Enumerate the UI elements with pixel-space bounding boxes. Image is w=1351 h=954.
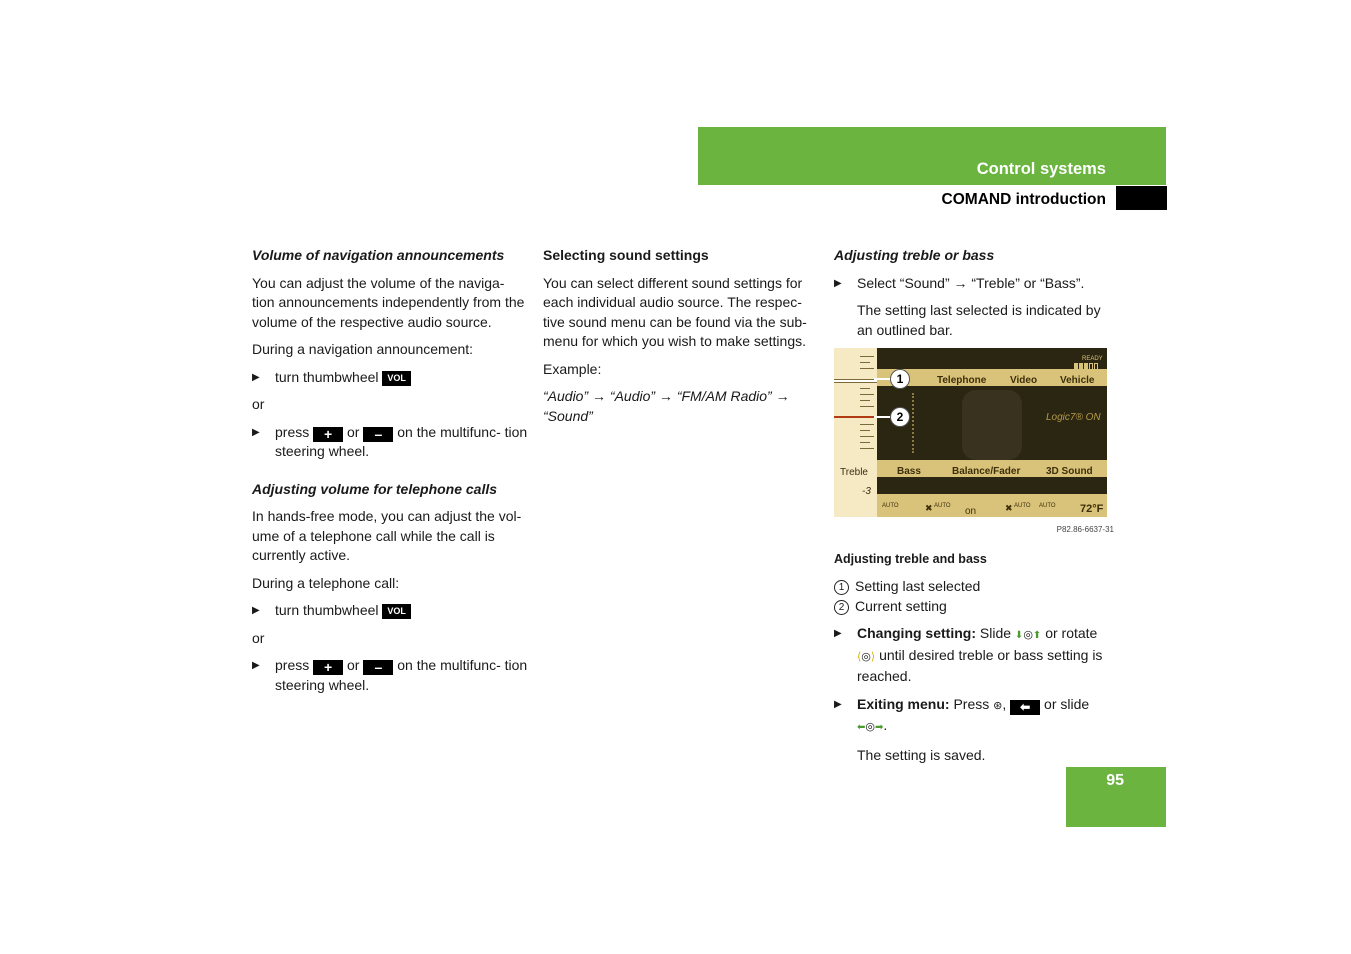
plus-button-icon: + (313, 660, 343, 675)
legend-item: 1 Setting last selected (834, 577, 1114, 597)
step-item: ▶ Changing setting: Slide ⬇◎⬆ or rotate ⟨◎⟩ until desired treble or bass setting is reached. (834, 625, 1103, 684)
fan-icon: ✖ (925, 503, 933, 513)
climate-status-bar (877, 494, 1107, 517)
tab-balance-fader: Balance/Fader (952, 466, 1021, 477)
bottom-menu-bar (877, 460, 1107, 477)
treble-scale (834, 348, 877, 517)
treble-value: -3 (862, 486, 871, 497)
step-item: ▶ press + or – on the multifunc- tion steering wheel. (252, 423, 528, 459)
vol-thumbwheel-icon: VOL (382, 604, 411, 619)
bullet-triangle-icon: ▶ (834, 628, 842, 639)
current-bar (834, 416, 877, 418)
auto-right: AUTO (1039, 503, 1056, 509)
tab-3d-sound: 3D Sound (1046, 466, 1093, 477)
step-item: ▶ press + or – on the multifunc- tion steering wheel. (252, 657, 528, 693)
subsection-title: COMAND introduction (941, 191, 1106, 208)
status-on: on (965, 506, 977, 517)
step-item: ▶ turn thumbwheel VOL (252, 601, 530, 621)
signal-bars-icon (1074, 356, 1102, 363)
legend-number: 1 (834, 580, 849, 595)
paragraph: You can adjust the volume of the naviga- tion announcements independently from the volume of the respective audio source. (252, 274, 525, 330)
bullet-triangle-icon: ▶ (252, 605, 260, 616)
minus-button-icon: – (363, 660, 393, 675)
slide-left-right-controller-icon: ⬅◎➡ (857, 721, 884, 733)
menu-path: “Audio” → “Audio” → “FM/AM Radio” → “Sound” (543, 388, 790, 424)
bullet-triangle-icon: ▶ (834, 277, 842, 289)
paragraph: The setting last selected is indicated by an outlined bar. (857, 302, 1101, 338)
or-text: or (252, 396, 265, 412)
paragraph: Example: (543, 360, 602, 377)
legend-item: 2 Current setting (834, 597, 1114, 617)
heading-sound-settings: Selecting sound settings (543, 247, 709, 263)
heading-treble-bass: Adjusting treble or bass (834, 247, 995, 263)
or-text: or (252, 629, 265, 646)
temperature: 72°F (1080, 503, 1104, 515)
level-meter-left (912, 393, 922, 453)
tab-bass: Bass (897, 466, 921, 477)
paragraph: In hands-free mode, you can adjust the vol- ume of a telephone call while the call is currently active. (252, 508, 522, 563)
back-button-icon: ⬅ (1010, 700, 1040, 715)
fan-icon: ✖ (1005, 503, 1013, 513)
section-tab-marker (1116, 186, 1167, 210)
tab-vehicle: Vehicle (1060, 375, 1095, 386)
paragraph: During a telephone call: (252, 574, 400, 591)
slide-up-down-controller-icon: ⬇◎⬆ (1014, 629, 1042, 641)
tab-telephone: Telephone (937, 375, 987, 386)
auto-fan: AUTO (934, 503, 951, 509)
paragraph: You can select different sound settings for each individual audio source. The respec- tive sound menu can be found via the sub- menu for which you wish to make settings. (543, 274, 807, 349)
bullet-triangle-icon: ▶ (252, 660, 260, 671)
callout-1: 1 (890, 369, 910, 389)
step-item: ▶ Select “Sound” → “Treble” or “Bass”. (834, 274, 1114, 294)
bullet-triangle-icon: ▶ (252, 371, 260, 383)
car-interior-graphic (962, 390, 1022, 460)
page-number: 95 (1106, 772, 1124, 789)
tab-video: Video (1010, 375, 1038, 386)
heading-nav-volume: Volume of navigation announcements (252, 247, 505, 263)
treble-label: Treble (840, 467, 868, 478)
paragraph: During a navigation announcement: (252, 341, 474, 357)
step-item: ▶ Exiting menu: Press ⊛, ⬅ or slide ⬅◎➡. (834, 695, 1090, 733)
section-title: Control systems (976, 160, 1106, 178)
legend-number: 2 (834, 600, 849, 615)
rotate-controller-icon: ⟨◎⟩ (857, 650, 876, 663)
column-2 (543, 246, 821, 434)
column-3 (834, 246, 1114, 773)
comand-screen-image (834, 348, 1107, 517)
bullet-triangle-icon: ▶ (252, 426, 260, 438)
column-1 (252, 246, 530, 703)
image-code: P82.86-6637-31 (1056, 525, 1114, 534)
callout-2: 2 (890, 407, 910, 427)
figure-caption: Adjusting treble and bass (834, 551, 987, 566)
plus-button-icon: + (313, 427, 343, 442)
logic7-status: Logic7® ON (1046, 412, 1101, 423)
step-item: ▶ turn thumbwheel VOL (252, 368, 530, 388)
heading-telephone-volume: Adjusting volume for telephone calls (252, 480, 498, 497)
vol-thumbwheel-icon: VOL (382, 371, 411, 386)
auto-left: AUTO (882, 503, 899, 509)
top-menu-bar (877, 369, 1107, 386)
press-controller-icon: ⊛ (993, 699, 1003, 712)
minus-button-icon: – (363, 427, 393, 442)
bullet-triangle-icon: ▶ (834, 698, 842, 710)
paragraph: The setting is saved. (857, 746, 986, 763)
auto-fan-right: AUTO (1014, 503, 1031, 509)
ready-indicator: READY (1082, 356, 1103, 362)
outlined-bar (834, 379, 877, 383)
